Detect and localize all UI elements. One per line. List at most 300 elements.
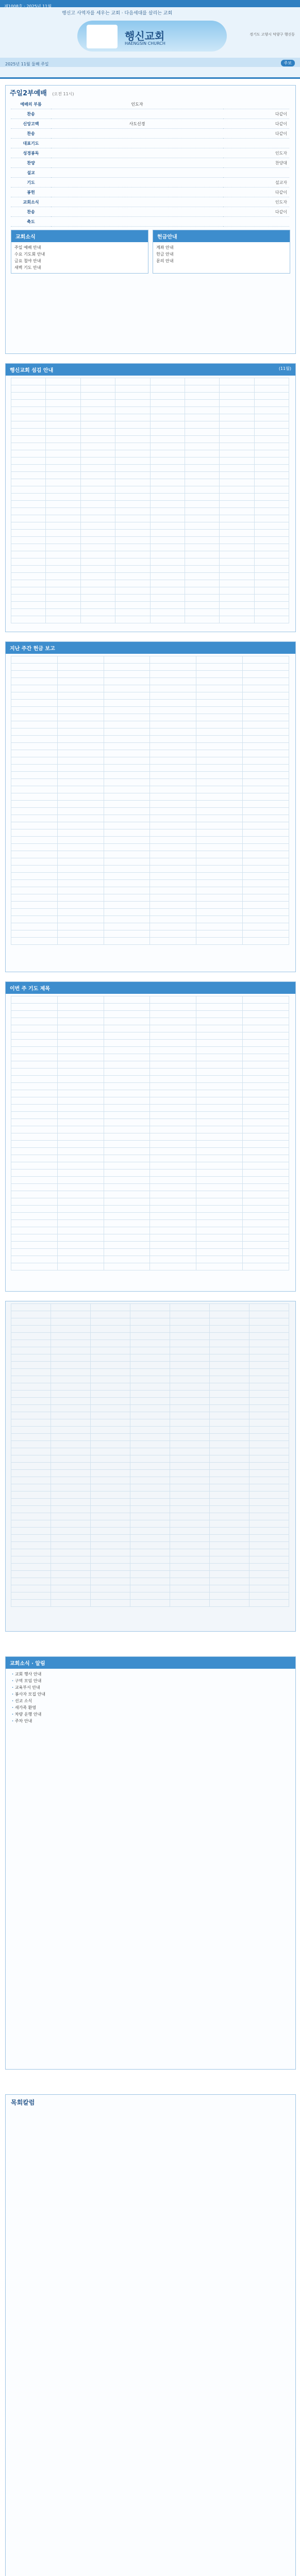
news-item: · 봉사자 모집 안내 — [12, 1691, 289, 1698]
grid-cell — [130, 1484, 170, 1492]
grid-cell — [150, 609, 185, 616]
grid-cell — [254, 443, 289, 450]
grid-cell — [11, 1383, 51, 1391]
grid-cell — [150, 385, 185, 393]
grid-cell — [243, 822, 289, 829]
grid-cell — [57, 873, 104, 880]
grid-cell — [185, 472, 219, 479]
grid-cell — [254, 486, 289, 494]
grid-cell — [104, 750, 150, 757]
grid-row — [11, 486, 289, 494]
grid-cell — [150, 656, 196, 664]
grid-cell — [104, 736, 150, 743]
grid-cell — [196, 1227, 243, 1234]
grid-row — [11, 829, 289, 837]
grid-cell — [104, 757, 150, 765]
grid-cell — [254, 465, 289, 472]
grid-cell — [57, 930, 104, 938]
grid-cell — [104, 714, 150, 721]
worship-order-content — [51, 129, 223, 139]
grid-cell — [210, 1369, 249, 1376]
worship-order-item: 대표기도 — [11, 139, 51, 148]
grid-cell — [51, 1585, 91, 1592]
grid-cell — [249, 1340, 289, 1347]
grid-cell — [51, 1311, 91, 1318]
grid-cell — [115, 450, 150, 457]
grid-cell — [210, 1354, 249, 1362]
grid-cell — [243, 1242, 289, 1249]
grid-cell — [91, 1535, 130, 1542]
grid-cell — [210, 1412, 249, 1419]
grid-cell — [91, 1578, 130, 1585]
grid-row — [11, 378, 289, 385]
grid-cell — [196, 1119, 243, 1126]
worship-subtitle: (오전 11시) — [52, 92, 74, 96]
grid-row — [11, 1141, 289, 1148]
grid-cell — [185, 544, 219, 551]
church-name: 행신교회 — [125, 30, 165, 42]
grid-cell — [130, 1585, 170, 1592]
grid-row — [11, 851, 289, 858]
grid-cell — [104, 822, 150, 829]
grid-cell — [243, 714, 289, 721]
grid-cell — [11, 757, 58, 765]
grid-cell — [51, 1354, 91, 1362]
grid-cell — [11, 1463, 51, 1470]
grid-cell — [91, 1391, 130, 1398]
news-item: · 차량 운행 안내 — [12, 1711, 289, 1718]
grid-cell — [185, 530, 219, 537]
grid-cell — [104, 1177, 150, 1184]
issue-label: 제1008호 · 2025년 11월 — [4, 4, 52, 9]
grid-row — [11, 595, 289, 602]
grid-cell — [249, 1463, 289, 1470]
grid-cell — [91, 1318, 130, 1326]
grid-row — [11, 873, 289, 880]
notices-left-title: 교회소식 — [11, 230, 148, 242]
grid-row — [11, 530, 289, 537]
grid-cell — [11, 880, 58, 887]
grid-cell — [210, 1340, 249, 1347]
grid-cell — [249, 1448, 289, 1455]
grid-cell — [11, 1083, 58, 1090]
grid-cell — [150, 1220, 196, 1227]
grid-cell — [210, 1333, 249, 1340]
grid-row — [11, 1076, 289, 1083]
grid-cell — [220, 393, 254, 400]
worship-order-content — [51, 148, 223, 158]
grid-cell — [80, 515, 115, 522]
grid-cell — [46, 400, 80, 407]
grid-cell — [210, 1477, 249, 1484]
grid-cell — [57, 678, 104, 685]
grid-cell — [11, 1542, 51, 1549]
grid-cell — [80, 450, 115, 457]
grid-row — [11, 656, 289, 664]
grid-cell — [115, 385, 150, 393]
grid-cell — [196, 880, 243, 887]
grid-cell — [170, 1369, 210, 1376]
grid-cell — [196, 1105, 243, 1112]
grid-row — [11, 1492, 289, 1499]
grid-cell — [130, 1354, 170, 1362]
grid-cell — [104, 743, 150, 750]
grid-cell — [130, 1499, 170, 1506]
grid-cell — [130, 1578, 170, 1585]
grid-cell — [80, 580, 115, 587]
grid-cell — [57, 894, 104, 902]
grid-cell — [243, 786, 289, 793]
grid-cell — [51, 1592, 91, 1600]
notice-line: 새벽 기도 안내 — [14, 265, 41, 270]
grid-row — [11, 1376, 289, 1383]
grid-cell — [130, 1362, 170, 1369]
grid-cell — [51, 1448, 91, 1455]
grid-cell — [196, 808, 243, 815]
grid-cell — [220, 587, 254, 595]
grid-cell — [57, 1249, 104, 1256]
grid-row — [11, 1311, 289, 1318]
grid-row — [11, 887, 289, 894]
grid-cell — [196, 1148, 243, 1155]
grid-cell — [196, 685, 243, 692]
grid-cell — [210, 1419, 249, 1427]
grid-cell — [196, 779, 243, 786]
grid-cell — [104, 765, 150, 772]
grid-cell — [249, 1391, 289, 1398]
grid-cell — [210, 1556, 249, 1564]
grid-row — [11, 1340, 289, 1347]
grid-cell — [11, 1304, 51, 1311]
grid-cell — [185, 385, 219, 393]
schedule-title — [6, 364, 295, 376]
article-body — [6, 2108, 295, 2132]
grid-cell — [150, 837, 196, 844]
grid-cell — [130, 1311, 170, 1318]
grid-cell — [104, 1242, 150, 1249]
grid-cell — [46, 486, 80, 494]
grid-cell — [220, 407, 254, 414]
worship-title-text: 주일2부예배 — [10, 90, 49, 97]
grid-cell — [11, 1090, 58, 1097]
grid-cell — [196, 1234, 243, 1242]
grid-cell — [57, 851, 104, 858]
notice-line: 헌금 안내 — [156, 252, 174, 257]
grid-cell — [249, 1585, 289, 1592]
grid-cell — [150, 436, 185, 443]
grid-cell — [51, 1542, 91, 1549]
grid-cell — [170, 1506, 210, 1513]
grid-cell — [11, 743, 58, 750]
worship-order-content — [51, 217, 223, 227]
grid-cell — [130, 1326, 170, 1333]
grid-row — [11, 1249, 289, 1256]
grid-cell — [243, 692, 289, 700]
worship-order-content: 사도신경 — [51, 119, 223, 129]
grid-cell — [11, 1213, 58, 1220]
grid-cell — [249, 1535, 289, 1542]
grid-row — [11, 551, 289, 558]
grid-cell — [57, 714, 104, 721]
grid-cell — [80, 421, 115, 429]
grid-cell — [46, 530, 80, 537]
worship-order-row — [11, 158, 289, 168]
grid-cell — [57, 1069, 104, 1076]
grid-cell — [243, 1256, 289, 1263]
grid-cell — [80, 393, 115, 400]
grid-cell — [11, 844, 58, 851]
grid-cell — [150, 685, 196, 692]
grid-cell — [80, 501, 115, 508]
grid-cell — [104, 1076, 150, 1083]
grid-cell — [130, 1304, 170, 1311]
grid-row — [11, 515, 289, 522]
grid-cell — [210, 1592, 249, 1600]
grid-cell — [150, 378, 185, 385]
grid-cell — [196, 1141, 243, 1148]
grid-cell — [243, 678, 289, 685]
grid-cell — [150, 1025, 196, 1032]
grid-cell — [57, 887, 104, 894]
grid-cell — [11, 736, 58, 743]
grid-cell — [104, 786, 150, 793]
grid-cell — [196, 1177, 243, 1184]
grid-cell — [104, 837, 150, 844]
grid-cell — [170, 1542, 210, 1549]
grid-cell — [243, 779, 289, 786]
grid-cell — [254, 558, 289, 566]
grid-cell — [150, 1213, 196, 1220]
grid-cell — [196, 1170, 243, 1177]
grid-cell — [46, 407, 80, 414]
grid-cell — [115, 558, 150, 566]
grid-cell — [150, 736, 196, 743]
grid-cell — [46, 393, 80, 400]
grid-cell — [104, 793, 150, 801]
grid-cell — [11, 1506, 51, 1513]
grid-row — [11, 1112, 289, 1119]
grid-cell — [185, 551, 219, 558]
grid-cell — [185, 595, 219, 602]
grid-cell — [249, 1528, 289, 1535]
grid-cell — [150, 938, 196, 945]
grid-cell — [11, 1311, 51, 1318]
grid-cell — [91, 1448, 130, 1455]
grid-cell — [104, 664, 150, 671]
grid-cell — [104, 808, 150, 815]
grid-cell — [254, 494, 289, 501]
worship-order-person: 다같이 — [223, 119, 289, 129]
grid-cell — [254, 530, 289, 537]
grid-cell — [11, 1097, 58, 1105]
grid-cell — [150, 1162, 196, 1170]
grid-cell — [11, 400, 46, 407]
grid-cell — [170, 1477, 210, 1484]
grid-row — [11, 1571, 289, 1578]
grid-cell — [11, 494, 46, 501]
grid-cell — [57, 1119, 104, 1126]
grid-row — [11, 757, 289, 765]
grid-cell — [243, 750, 289, 757]
grid-cell — [91, 1564, 130, 1571]
grid-cell — [196, 873, 243, 880]
grid-cell — [150, 793, 196, 801]
grid-cell — [170, 1362, 210, 1369]
grid-row — [11, 537, 289, 544]
grid-cell — [150, 1249, 196, 1256]
grid-cell — [196, 801, 243, 808]
grid-cell — [210, 1383, 249, 1391]
grid-cell — [220, 385, 254, 393]
grid-cell — [51, 1333, 91, 1340]
grid-cell — [243, 1191, 289, 1198]
grid-cell — [104, 1047, 150, 1054]
grid-cell — [150, 1090, 196, 1097]
grid-cell — [130, 1455, 170, 1463]
grid-cell — [150, 1184, 196, 1191]
grid-cell — [57, 1263, 104, 1270]
grid-cell — [91, 1347, 130, 1354]
grid-row — [11, 930, 289, 938]
grid-cell — [11, 544, 46, 551]
grid-cell — [254, 616, 289, 623]
grid-cell — [254, 479, 289, 486]
grid-cell — [185, 486, 219, 494]
grid-cell — [51, 1506, 91, 1513]
grid-row — [11, 1362, 289, 1369]
grid-cell — [11, 1263, 58, 1270]
grid-cell — [243, 1025, 289, 1032]
schedule-subtitle: (11월) — [278, 366, 291, 371]
grid-cell — [57, 721, 104, 728]
grid-row — [11, 407, 289, 414]
grid-cell — [196, 923, 243, 930]
grid-cell — [150, 1119, 196, 1126]
grid-cell — [196, 736, 243, 743]
grid-row — [11, 544, 289, 551]
grid-row — [11, 793, 289, 801]
grid-cell — [254, 407, 289, 414]
grid-cell — [243, 1097, 289, 1105]
grid-cell — [130, 1600, 170, 1607]
grid-cell — [46, 609, 80, 616]
grid-row — [11, 765, 289, 772]
article-title — [6, 2095, 295, 2108]
grid-cell — [115, 609, 150, 616]
grid-cell — [196, 757, 243, 765]
grid-cell — [57, 1141, 104, 1148]
prayer-grid — [11, 996, 289, 1270]
grid-cell — [11, 1155, 58, 1162]
church-name-english: HAENGSIN CHURCH — [125, 41, 165, 46]
grid-cell — [249, 1470, 289, 1477]
grid-row — [11, 1162, 289, 1170]
grid-cell — [150, 1148, 196, 1155]
grid-cell — [104, 772, 150, 779]
grid-row — [11, 1004, 289, 1011]
grid-cell — [11, 837, 58, 844]
grid-cell — [80, 443, 115, 450]
grid-cell — [46, 595, 80, 602]
grid-cell — [243, 1054, 289, 1061]
grid-cell — [170, 1434, 210, 1441]
grid-cell — [150, 714, 196, 721]
grid-cell — [104, 1119, 150, 1126]
church-address: 경기도 고양시 덕양구 행신동 — [249, 32, 295, 37]
grid-cell — [249, 1592, 289, 1600]
grid-cell — [11, 385, 46, 393]
grid-row — [11, 1227, 289, 1234]
grid-row — [11, 1090, 289, 1097]
grid-cell — [11, 1061, 58, 1069]
worship-order-item: 기도 — [11, 178, 51, 188]
grid-cell — [46, 472, 80, 479]
grid-row — [11, 1419, 289, 1427]
grid-cell — [170, 1383, 210, 1391]
grid-cell — [51, 1347, 91, 1354]
grid-cell — [150, 494, 185, 501]
grid-cell — [115, 393, 150, 400]
grid-row — [11, 786, 289, 793]
grid-cell — [254, 508, 289, 515]
grid-row — [11, 1463, 289, 1470]
worship-order-content — [51, 109, 223, 119]
grid-cell — [57, 692, 104, 700]
grid-cell — [11, 1405, 51, 1412]
grid-cell — [196, 916, 243, 923]
grid-cell — [11, 1206, 58, 1213]
grid-cell — [150, 1032, 196, 1040]
article-title-text: 목회칼럼 — [11, 2099, 35, 2106]
grid-row — [11, 779, 289, 786]
grid-cell — [196, 851, 243, 858]
grid-row — [11, 1427, 289, 1434]
grid-row — [11, 1477, 289, 1484]
grid-cell — [80, 457, 115, 465]
grid-cell — [150, 1097, 196, 1105]
grid-cell — [196, 1032, 243, 1040]
grid-cell — [170, 1585, 210, 1592]
grid-cell — [11, 779, 58, 786]
grid-cell — [11, 1220, 58, 1227]
grid-cell — [220, 436, 254, 443]
grid-cell — [254, 537, 289, 544]
grid-cell — [115, 407, 150, 414]
grid-cell — [115, 595, 150, 602]
grid-cell — [91, 1513, 130, 1520]
grid-cell — [196, 1083, 243, 1090]
grid-cell — [11, 996, 58, 1004]
grid-cell — [185, 465, 219, 472]
grid-cell — [150, 996, 196, 1004]
grid-row — [11, 1263, 289, 1270]
grid-row — [11, 1011, 289, 1018]
grid-cell — [57, 1018, 104, 1025]
grid-cell — [220, 378, 254, 385]
grid-cell — [243, 1141, 289, 1148]
grid-cell — [104, 844, 150, 851]
article-paragraph — [6, 2126, 295, 2132]
grid-cell — [196, 786, 243, 793]
grid-cell — [150, 707, 196, 714]
grid-cell — [249, 1405, 289, 1412]
grid-cell — [220, 515, 254, 522]
grid-cell — [11, 602, 46, 609]
grid-cell — [11, 1040, 58, 1047]
news-item: · 구역 모임 안내 — [12, 1677, 289, 1684]
worship-order-row — [11, 148, 289, 158]
grid-cell — [11, 1470, 51, 1477]
